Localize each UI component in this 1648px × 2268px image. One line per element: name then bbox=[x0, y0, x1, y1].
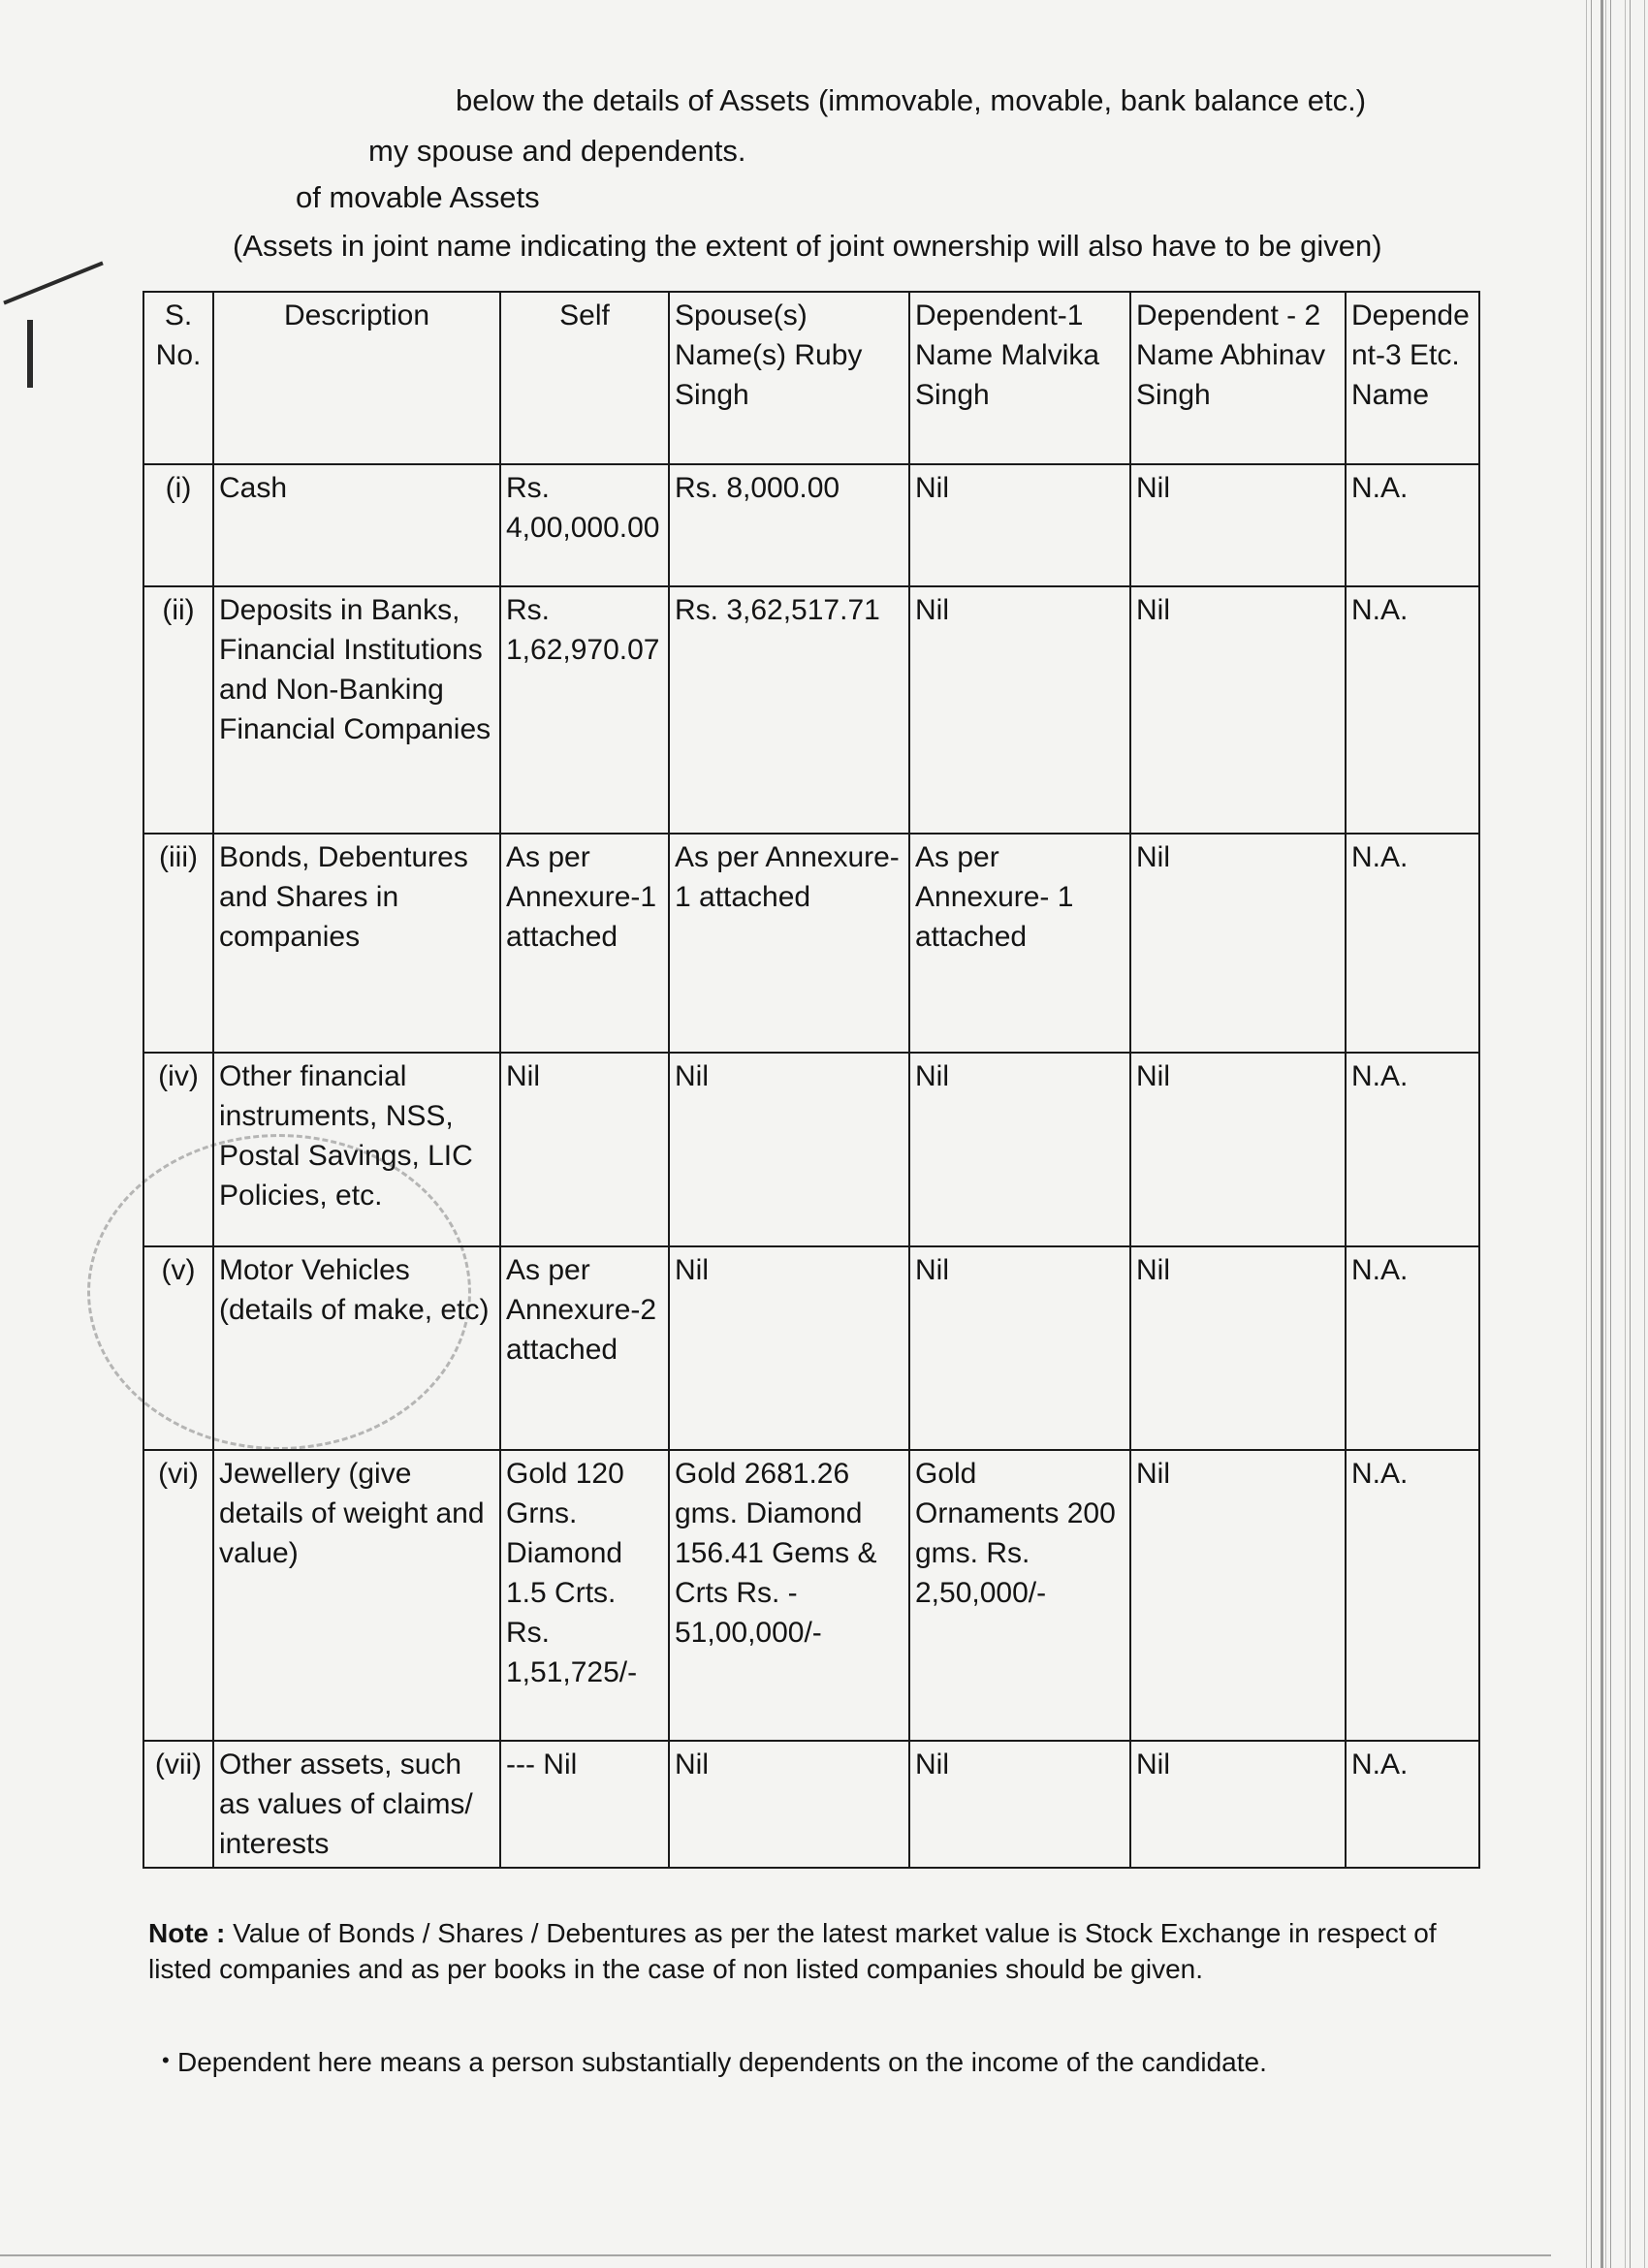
cell-self: Nil bbox=[500, 1053, 669, 1246]
cell-self: Rs. 4,00,000.00 bbox=[500, 464, 669, 586]
cell-sno: (iv) bbox=[143, 1053, 213, 1246]
ink-mark bbox=[3, 262, 103, 305]
dependent-definition bbox=[162, 2045, 1467, 2080]
cell-dependent-3: N.A. bbox=[1346, 1450, 1479, 1741]
cell-spouse: Gold 2681.26 gms. Diamond 156.41 Gems & Crts Rs. - 51,00,000/- bbox=[669, 1450, 909, 1741]
cell-description: Bonds, Debentures and Shares in companies bbox=[213, 834, 500, 1053]
cell-dependent-1: As per Annexure- 1 attached bbox=[909, 834, 1130, 1053]
cell-dependent-2: Nil bbox=[1130, 1246, 1346, 1450]
cell-sno: (iii) bbox=[143, 834, 213, 1053]
ink-mark bbox=[27, 320, 33, 388]
table-row bbox=[143, 1450, 1479, 1741]
column-header: S. No. bbox=[143, 292, 213, 464]
cell-spouse: Nil bbox=[669, 1741, 909, 1868]
cell-spouse: Rs. 3,62,517.71 bbox=[669, 586, 909, 834]
column-header: Description bbox=[213, 292, 500, 464]
movable-assets-table bbox=[143, 291, 1480, 1869]
column-header: Spouse(s) Name(s) Ruby Singh bbox=[669, 292, 909, 464]
cell-spouse: Nil bbox=[669, 1246, 909, 1450]
table-row bbox=[143, 1246, 1479, 1450]
note-text: Value of Bonds / Shares / Debentures as per the latest market value is Stock Exchange in respect of listed companies and as per books in the case of non listed companies should be given. bbox=[148, 1918, 1437, 1984]
cell-dependent-2: Nil bbox=[1130, 1741, 1346, 1868]
cell-dependent-3: N.A. bbox=[1346, 1741, 1479, 1868]
scan-edge-line bbox=[1600, 0, 1603, 2268]
heading-line-3: of movable Assets bbox=[296, 180, 540, 214]
cell-sno: (vi) bbox=[143, 1450, 213, 1741]
cell-sno: (v) bbox=[143, 1246, 213, 1450]
cell-dependent-1: Gold Ornaments 200 gms. Rs. 2,50,000/- bbox=[909, 1450, 1130, 1741]
dependent-definition-text: Dependent here means a person substantially dependents on the income of the candidate. bbox=[177, 2047, 1267, 2077]
heading-line-4: (Assets in joint name indicating the extent of joint ownership will also have to be given) bbox=[233, 229, 1382, 263]
cell-dependent-1: Nil bbox=[909, 1246, 1130, 1450]
cell-dependent-1: Nil bbox=[909, 464, 1130, 586]
cell-dependent-2: Nil bbox=[1130, 1053, 1346, 1246]
heading-line-1: below the details of Assets (immovable, movable, bank balance etc.) bbox=[456, 83, 1367, 117]
cell-dependent-2: Nil bbox=[1130, 834, 1346, 1053]
scan-edge-noise bbox=[1580, 0, 1648, 2268]
cell-dependent-3: N.A. bbox=[1346, 1053, 1479, 1246]
scan-bottom-line bbox=[0, 2254, 1551, 2256]
cell-description: Motor Vehicles (details of make, etc) bbox=[213, 1246, 500, 1450]
cell-dependent-1: Nil bbox=[909, 1053, 1130, 1246]
cell-self: --- Nil bbox=[500, 1741, 669, 1868]
cell-description: Other assets, such as values of claims/ interests bbox=[213, 1741, 500, 1868]
cell-dependent-3: N.A. bbox=[1346, 1246, 1479, 1450]
table-row bbox=[143, 586, 1479, 834]
cell-spouse: As per Annexure-1 attached bbox=[669, 834, 909, 1053]
cell-dependent-3: N.A. bbox=[1346, 586, 1479, 834]
note-label: Note : bbox=[148, 1918, 226, 1948]
note-paragraph bbox=[148, 1915, 1467, 1987]
cell-self: Rs. 1,62,970.07 bbox=[500, 586, 669, 834]
cell-dependent-1: Nil bbox=[909, 1741, 1130, 1868]
table-header-row bbox=[143, 292, 1479, 464]
cell-self: Gold 120 Grns. Diamond 1.5 Crts. Rs. 1,51,725/- bbox=[500, 1450, 669, 1741]
cell-sno: (i) bbox=[143, 464, 213, 586]
cell-dependent-3: N.A. bbox=[1346, 834, 1479, 1053]
column-header: Self bbox=[500, 292, 669, 464]
table-row bbox=[143, 1741, 1479, 1868]
cell-description: Jewellery (give details of weight and value) bbox=[213, 1450, 500, 1741]
cell-description: Deposits in Banks, Financial Institutions and Non-Banking Financial Companies bbox=[213, 586, 500, 834]
cell-sno: (vii) bbox=[143, 1741, 213, 1868]
table-row bbox=[143, 834, 1479, 1053]
cell-description: Cash bbox=[213, 464, 500, 586]
column-header: Dependent-1 Name Malvika Singh bbox=[909, 292, 1130, 464]
cell-description: Other financial instruments, NSS, Postal Savings, LIC Policies, etc. bbox=[213, 1053, 500, 1246]
bullet-mark: • bbox=[162, 2048, 170, 2072]
cell-self: As per Annexure-1 attached bbox=[500, 834, 669, 1053]
cell-sno: (ii) bbox=[143, 586, 213, 834]
column-header: Dependent-3 Etc. Name bbox=[1346, 292, 1479, 464]
cell-self: As per Annexure-2 attached bbox=[500, 1246, 669, 1450]
column-header: Dependent - 2 Name Abhinav Singh bbox=[1130, 292, 1346, 464]
table-row bbox=[143, 1053, 1479, 1246]
heading-line-2: my spouse and dependents. bbox=[368, 134, 746, 168]
table-row bbox=[143, 464, 1479, 586]
cell-dependent-2: Nil bbox=[1130, 586, 1346, 834]
cell-dependent-2: Nil bbox=[1130, 1450, 1346, 1741]
cell-spouse: Rs. 8,000.00 bbox=[669, 464, 909, 586]
cell-dependent-2: Nil bbox=[1130, 464, 1346, 586]
cell-dependent-3: N.A. bbox=[1346, 464, 1479, 586]
cell-spouse: Nil bbox=[669, 1053, 909, 1246]
cell-dependent-1: Nil bbox=[909, 586, 1130, 834]
